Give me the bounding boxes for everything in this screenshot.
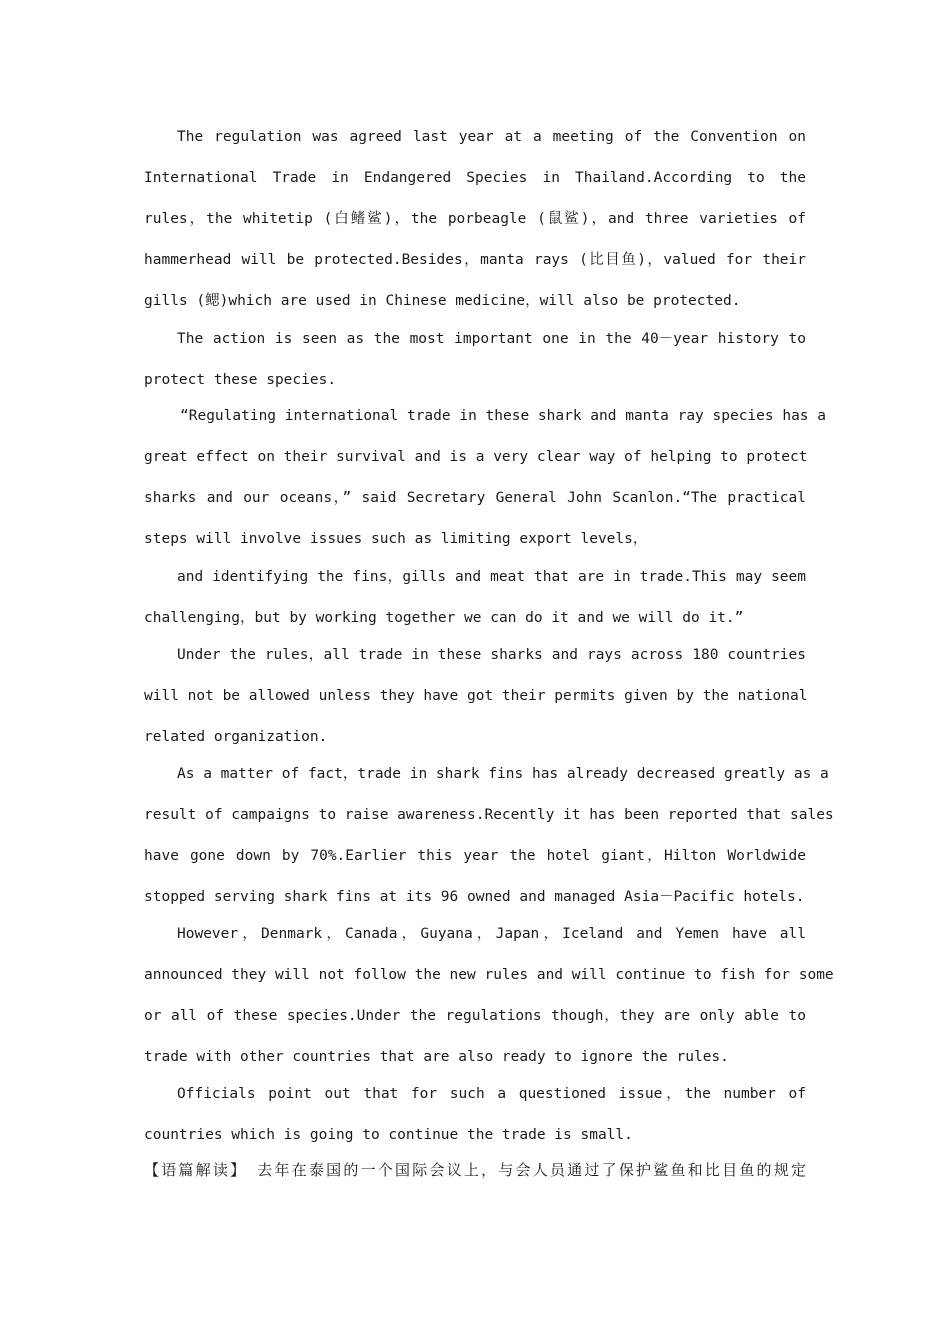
paragraph-1-line-3: rules，the whitetip (白鳍鲨)，the porbeagle (鼠鲨)，and three varieties of: [144, 211, 806, 227]
paragraph-2-line-2: protect these species.: [144, 372, 337, 388]
paragraph-3-line-4: steps will involve issues such as limiting export levels，: [144, 531, 648, 547]
paragraph-7-line-1: However，Denmark，Canada，Guyana，Japan，Iceland and Yemen have all: [177, 926, 806, 942]
paragraph-4-line-1: and identifying the fins，gills and meat that are in trade.This may seem: [177, 569, 806, 585]
paragraph-2-line-1: The action is seen as the most important one in the 40－year history to: [177, 331, 806, 347]
paragraph-7-line-3: or all of these species.Under the regulations though，they are only able to: [144, 1008, 806, 1024]
passage-summary: [144, 1160, 806, 1180]
paragraph-3-line-3: sharks and our oceans，” said Secretary General John Scanlon.“The practical: [144, 490, 806, 506]
paragraph-6-line-1: As a matter of fact，trade in shark fins has already decreased greatly as a: [177, 766, 829, 782]
paragraph-8-line-1: Officials point out that for such a questioned issue，the number of: [177, 1086, 806, 1102]
paragraph-3-line-2: great effect on their survival and is a very clear way of helping to protect: [144, 449, 808, 465]
paragraph-6-line-3: have gone down by 70%.Earlier this year the hotel giant，Hilton Worldwide: [144, 848, 806, 864]
paragraph-7-line-2: announced they will not follow the new rules and will continue to fish for some: [144, 967, 834, 983]
paragraph-8-line-2: countries which is going to continue the trade is small.: [144, 1127, 633, 1143]
paragraph-1-line-2: International Trade in Endangered Species in Thailand.According to the: [144, 170, 806, 186]
paragraph-1-line-5: gills (鳃)which are used in Chinese medicine，will also be protected.: [144, 293, 741, 309]
paragraph-5-line-3: related organization.: [144, 729, 328, 745]
paragraph-5-line-2: will not be allowed unless they have got their permits given by the national: [144, 688, 808, 704]
paragraph-1-line-1: The regulation was agreed last year at a meeting of the Convention on: [177, 129, 806, 145]
paragraph-1-line-4: hammerhead will be protected.Besides，manta rays (比目鱼)，valued for their: [144, 252, 806, 268]
paragraph-7-line-4: trade with other countries that are also ready to ignore the rules.: [144, 1049, 729, 1065]
paragraph-5-line-1: Under the rules，all trade in these sharks and rays across 180 countries: [177, 647, 806, 663]
paragraph-3-line-1: “Regulating international trade in these shark and manta ray species has a: [180, 408, 827, 424]
paragraph-6-line-4: stopped serving shark fins at its 96 owned and managed Asia－Pacific hotels.: [144, 889, 805, 905]
summary-tag: 【语篇解读】: [144, 1161, 248, 1179]
summary-text: 去年在泰国的一个国际会议上，与会人员通过了保护鲨鱼和比目鱼的规定: [257, 1161, 806, 1179]
paragraph-6-line-2: result of campaigns to raise awareness.Recently it has been reported that sales: [144, 807, 834, 823]
paragraph-4-line-2: challenging，but by working together we can do it and we will do it.”: [144, 610, 744, 626]
